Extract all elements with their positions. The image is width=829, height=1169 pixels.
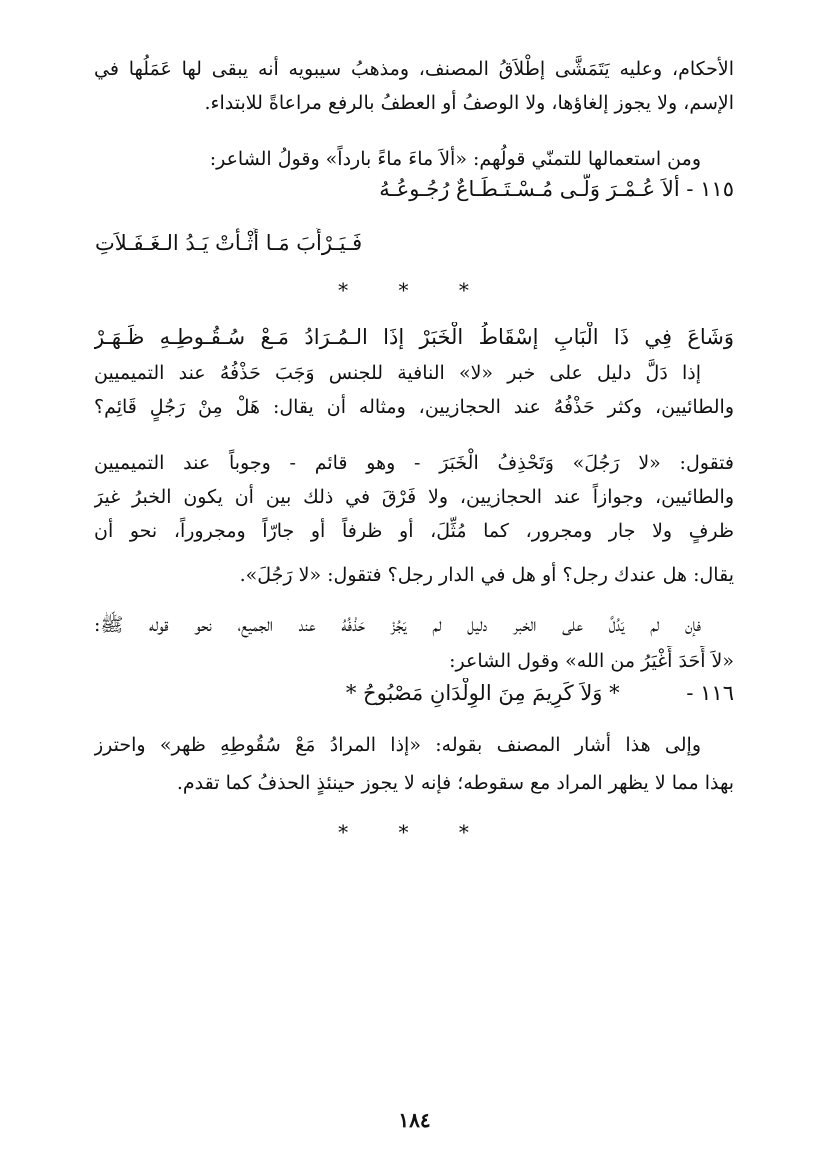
verse-115-second-half: فَـيَـرْأَبَ مَـا أَثْـأَتْ يَـدُ الـغَـفَـلاَتِ xyxy=(95,231,363,255)
paragraph-line: ظرفٍ ولا جار ومجرور، كما مُثِّلَ، أو ظرفاً أو جارّاً ومجروراً، نحو أن xyxy=(94,520,734,542)
page-number: ١٨٤ xyxy=(398,1108,431,1132)
paragraph-line: فتقول: «لا رَجُلَ» وَتَحْذِفُ الْخَبَرَ - وهو قائم - وجوباً عند التميميين xyxy=(94,452,734,474)
paragraph-line: والطائيين، وكثر حَذْفُهُ عند الحجازيين، ومثاله أن يقال: هَلْ مِنْ رَجُلٍ قَائِم؟ xyxy=(94,396,734,418)
paragraph-line: يقال: هل عندك رجل؟ أو هل في الدار رجل؟ فتقول: «لا رَجُلَ». xyxy=(239,564,734,586)
paragraph-line: والطائيين، وجوازاً عند الحجازيين، ولا فَرْقَ في ذلك بين أن يكون الخبرُ غيرَ xyxy=(94,486,734,508)
paragraph-line: «لاَ أَحَدَ أَغْيَرُ من الله» وقول الشاعر: xyxy=(449,650,734,672)
paragraph-line: وإلى هذا أشار المصنف بقوله: «إذا المرادُ مَعْ سُقُوطِهِ ظهر» واحترز xyxy=(94,734,701,756)
paragraph-line: الأحكام، وعليه يَتَمَشَّى إطْلاَقُ المصنف، ومذهبُ سيبويه أنه يبقى لها عَمَلُها في xyxy=(94,58,734,80)
verse-115-first-half: ١١٥ - ألاَ عُـمْـرَ وَلّـى مُـسْـتَـطَـاعٌ رُجُـوعُـهُ xyxy=(379,177,734,201)
section-separator: * * * xyxy=(338,278,491,302)
alfiyya-verse: وَشَاعَ فِي ذَا الْبَابِ إسْقَاطُ الْخَبَرْ إذَا الـمُـرَادُ مَـعْ سُـقُـوطِـهِ ظَـهَـرْ xyxy=(94,325,734,349)
paragraph-line: بهذا مما لا يظهر المراد مع سقوطه؛ فإنه لا يجوز حينئذٍ الحذفُ كما تقدم. xyxy=(176,772,734,794)
section-separator: * * * xyxy=(338,820,491,844)
paragraph-line: إذا دَلَّ دليل على خبر «لا» النافية للجنس وَجَبَ حَذْفُهُ عند التميميين xyxy=(94,362,701,384)
verse-116: ١١٦ - * وَلاَ كَرِيمَ مِنَ الوِلْدَانِ مَصْبُوحُ * xyxy=(345,681,734,705)
paragraph-line: ومن استعمالها للتمنّي قولُهم: «ألاَ ماءَ ماءً بارداً» وقولُ الشاعر: xyxy=(209,148,701,170)
paragraph-line: فإن لم يَدُلَّ على الخبر دليل لم يَجُزْ حَذْفُهُ عند الجميع، نحو قوله ﷺ: xyxy=(94,614,701,636)
paragraph-line: الإسم، ولا يجوز إلغاؤها، ولا الوصفُ أو العطفُ بالرفع مراعاةً للابتداء. xyxy=(204,92,734,114)
